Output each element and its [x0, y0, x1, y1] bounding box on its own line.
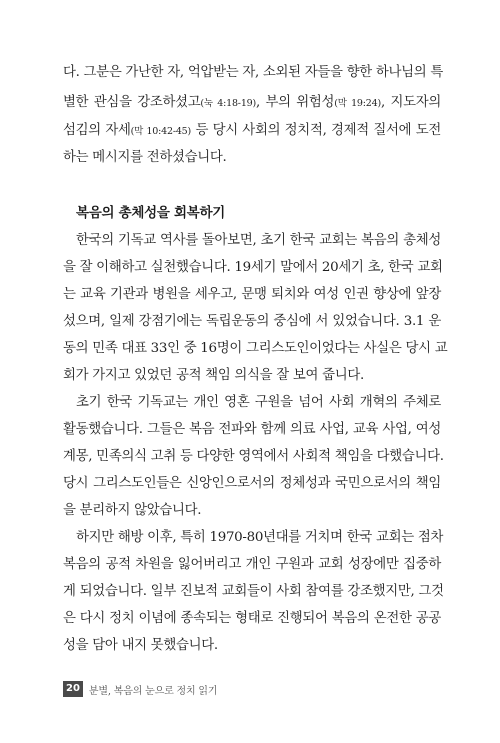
- paragraph-line: 하지만 해방 이후, 특히 1970-80년대를 거치며 한국 교회는 점차: [76, 530, 444, 545]
- paragraph-line: 는 교육 기관과 병원을 세우고, 문맹 퇴치와 여성 인권 향상에 앞장: [63, 287, 441, 302]
- scripture-reference: (눅 4:18-19): [200, 98, 257, 109]
- body-line: 다. 그분은 가난한 자, 억압받는 자, 소외된 자들을 향한 하나님의 특: [63, 65, 443, 80]
- paragraph-line: 한국의 기독교 역사를 돌아보면, 초기 한국 교회는 복음의 총체성: [76, 233, 441, 248]
- paragraph-line: 게 되었습니다. 일부 진보적 교회들이 사회 참여를 강조했지만, 그것: [63, 584, 444, 599]
- paragraph-line: 회가 가지고 있었던 공적 책임 의식을 잘 보여 줍니다.: [63, 368, 364, 383]
- paragraph-line: 성을 담아 내지 못했습니다.: [63, 638, 218, 653]
- text-segment: 별한 관심을 강조하셨고: [63, 95, 201, 110]
- paragraph-line: 활동했습니다. 그들은 복음 전파와 함께 의료 사업, 교육 사업, 여성: [63, 422, 441, 437]
- paragraph-line: 계몽, 민족의식 고취 등 다양한 영역에서 사회적 책임을 다했습니다.: [63, 449, 444, 464]
- paragraph-line: 당시 그리스도인들은 신앙인으로서의 정체성과 국민으로서의 책임: [63, 476, 441, 491]
- text-segment: 등 당시 사회의 정치적, 경제적 질서에 도전: [191, 123, 441, 138]
- scripture-reference: (막 19:24): [334, 98, 381, 109]
- body-line: 하는 메시지를 전하셨습니다.: [63, 150, 227, 165]
- paragraph-line: 을 잘 이해하고 실천했습니다. 19세기 말에서 20세기 초, 한국 교회: [63, 260, 443, 275]
- body-line-with-references: [63, 122, 441, 141]
- text-segment: 섬김의 자세: [63, 123, 131, 138]
- paragraph-line: 을 분리하지 않았습니다.: [63, 503, 202, 518]
- paragraph-line: 복음의 공적 차원을 잃어버리고 개인 구원과 교회 성장에만 집중하: [63, 557, 441, 572]
- text-segment: , 지도자의: [380, 95, 441, 110]
- paragraph-line: 초기 한국 기독교는 개인 영혼 구원을 넘어 사회 개혁의 주체로: [76, 395, 441, 410]
- text-segment: , 부의 위험성: [256, 95, 335, 110]
- body-line-with-references: [63, 94, 441, 113]
- section-heading: 복음의 총체성을 회복하기: [76, 205, 225, 221]
- paragraph-line: 동의 민족 대표 33인 중 16명이 그리스도인이었다는 사실은 당시 교: [63, 341, 448, 356]
- scripture-reference: (막 10:42-45): [130, 126, 192, 137]
- paragraph-line: 은 다시 정치 이념에 종속되는 형태로 진행되어 복음의 온전한 공공: [63, 611, 441, 626]
- page-number: 20: [63, 681, 83, 697]
- running-title: 분별, 복음의 눈으로 정치 읽기: [88, 685, 218, 697]
- paragraph-line: 섰으며, 일제 강점기에는 독립운동의 중심에 서 있었습니다. 3.1 운: [63, 314, 441, 329]
- page-footer: [63, 681, 217, 697]
